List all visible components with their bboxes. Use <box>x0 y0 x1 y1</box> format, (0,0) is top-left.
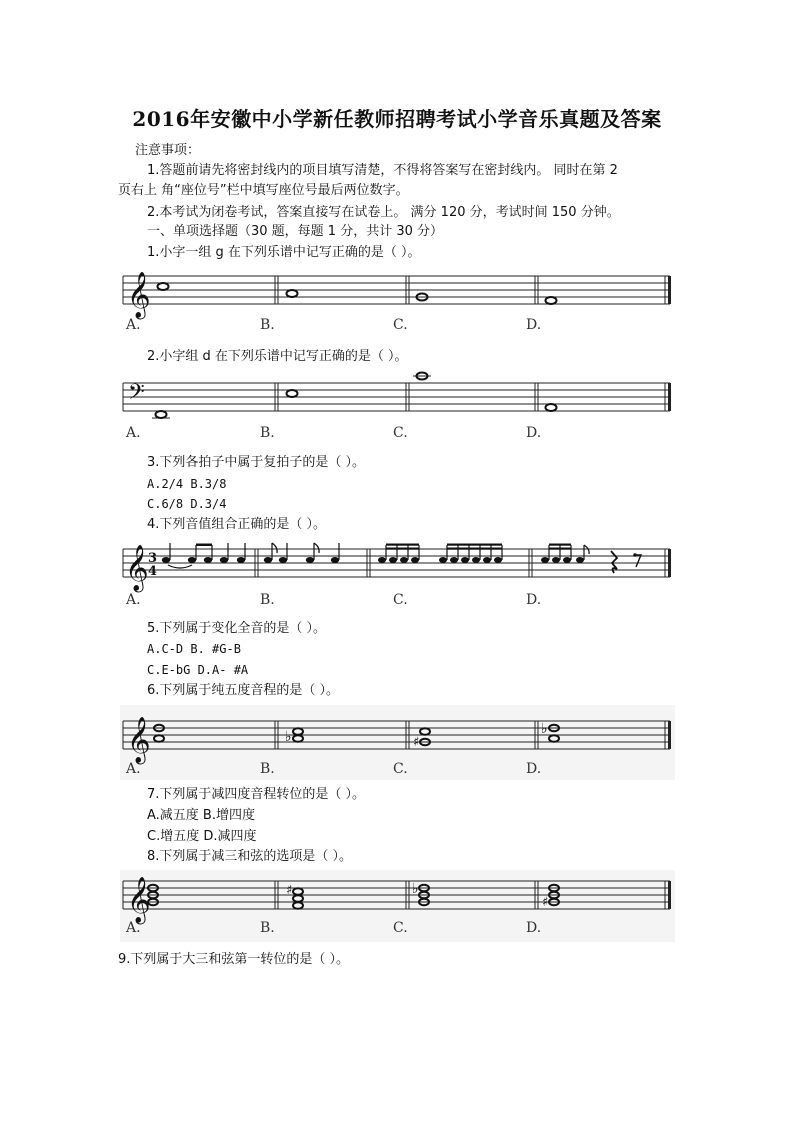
staff-q6 <box>120 705 675 780</box>
notice-item-1b: 页右上 角“座位号”栏中填写座位号最后两位数字。 <box>118 183 409 198</box>
eighth-note <box>204 557 212 563</box>
question-6: 6.下列属于纯五度音程的是（ ）。 <box>147 683 340 698</box>
time-signature-bottom: 4 <box>148 564 158 579</box>
option-b-label: B. <box>260 920 275 936</box>
staff-q1 <box>120 266 675 340</box>
whole-note <box>546 404 557 411</box>
notice-item-2: 2.本考试为闭卷考试，答案直接写在试卷上。 满分 120 分，考试时间 150 分钟。 <box>147 205 620 220</box>
quarter-note <box>331 557 339 563</box>
question-8: 8.下列属于减三和弦的选项是（ ）。 <box>147 849 353 864</box>
quarter-note <box>162 557 170 563</box>
option-c-label: C. <box>393 425 408 441</box>
flat-icon: ♭ <box>412 881 419 897</box>
whole-note <box>546 297 557 304</box>
option-d-label: D. <box>526 425 542 441</box>
option-c-label: C. <box>393 761 408 777</box>
option-d-label: D. <box>526 592 542 608</box>
staff-q2 <box>120 369 675 444</box>
question-4: 4.下列音值组合正确的是（ ）。 <box>147 517 327 532</box>
option-c-label: C. <box>393 317 408 333</box>
question-9: 9.下列属于大三和弦第一转位的是（ ）。 <box>118 952 350 967</box>
option-a-label: A. <box>126 592 141 608</box>
option-a-label: A. <box>126 920 141 936</box>
sharp-icon: ♯ <box>542 895 549 910</box>
option-b-label: B. <box>260 592 275 608</box>
question-1: 1.小字一组 g 在下列乐谱中记写正确的是（ ）。 <box>147 245 421 260</box>
option-b-label: B. <box>260 317 275 333</box>
option-c-label: C. <box>393 592 408 608</box>
question-5-options-2: C.E-bG D.A- #A <box>147 663 249 677</box>
option-a-label: A. <box>126 761 141 777</box>
staff-q8 <box>120 870 675 942</box>
treble-clef-icon: 𝄞 <box>125 545 149 591</box>
staff-q4 <box>120 537 675 612</box>
option-b-label: B. <box>260 761 275 777</box>
section-heading: 一、单项选择题（30 题，每题 1 分，共计 30 分） <box>147 224 444 239</box>
treble-clef-icon: 𝄞 <box>127 717 151 763</box>
treble-clef-icon: 𝄞 <box>127 877 151 923</box>
question-7-options-1: A.减五度 B.增四度 <box>147 808 255 823</box>
question-7: 7.下列属于减四度音程转位的是（ ）。 <box>147 787 366 802</box>
eighth-note <box>188 557 196 563</box>
quarter-note <box>220 557 228 563</box>
option-c-label: C. <box>393 920 408 936</box>
option-b-label: B. <box>260 425 275 441</box>
eighth-rest-icon <box>634 555 641 567</box>
whole-note <box>158 283 169 290</box>
bass-clef-icon: 𝄢 <box>128 380 145 410</box>
question-2: 2.小字组 d 在下列乐谱中记写正确的是（ ）。 <box>147 349 408 364</box>
eighth-note <box>306 557 314 563</box>
question-7-options-2: C.增五度 D.减四度 <box>147 829 257 844</box>
option-d-label: D. <box>526 920 542 936</box>
sharp-icon: ♯ <box>286 883 293 898</box>
question-3-options-2: C.6/8 D.3/4 <box>147 497 227 511</box>
flat-icon: ♭ <box>285 729 292 745</box>
question-3-options-1: A.2/4 B.3/8 <box>147 477 227 491</box>
time-signature-top: 3 <box>148 551 158 566</box>
question-5-options-1: A.C-D B. #G-B <box>147 642 241 656</box>
eighth-note <box>264 557 272 563</box>
quarter-note <box>237 557 245 563</box>
whole-note <box>156 411 167 418</box>
flat-icon: ♭ <box>541 721 548 737</box>
option-d-label: D. <box>526 761 542 777</box>
question-3: 3.下列各拍子中属于复拍子的是（ ）。 <box>147 455 366 470</box>
whole-note <box>287 390 298 397</box>
option-a-label: A. <box>126 317 141 333</box>
option-d-label: D. <box>526 317 542 333</box>
notice-heading: 注意事项： <box>135 143 201 158</box>
page-title: 2016年安徽中小学新任教师招聘考试小学音乐真题及答案 <box>132 107 662 131</box>
sharp-icon: ♯ <box>413 735 420 750</box>
question-5: 5.下列属于变化全音的是（ ）。 <box>147 621 327 636</box>
option-a-label: A. <box>126 425 141 441</box>
treble-clef-icon: 𝄞 <box>127 272 151 318</box>
quarter-note <box>279 557 287 563</box>
whole-note <box>287 290 298 297</box>
notice-item-1a: 1.答题前请先将密封线内的项目填写清楚，不得将答案写在密封线内。 同时在第 2 <box>147 163 618 178</box>
